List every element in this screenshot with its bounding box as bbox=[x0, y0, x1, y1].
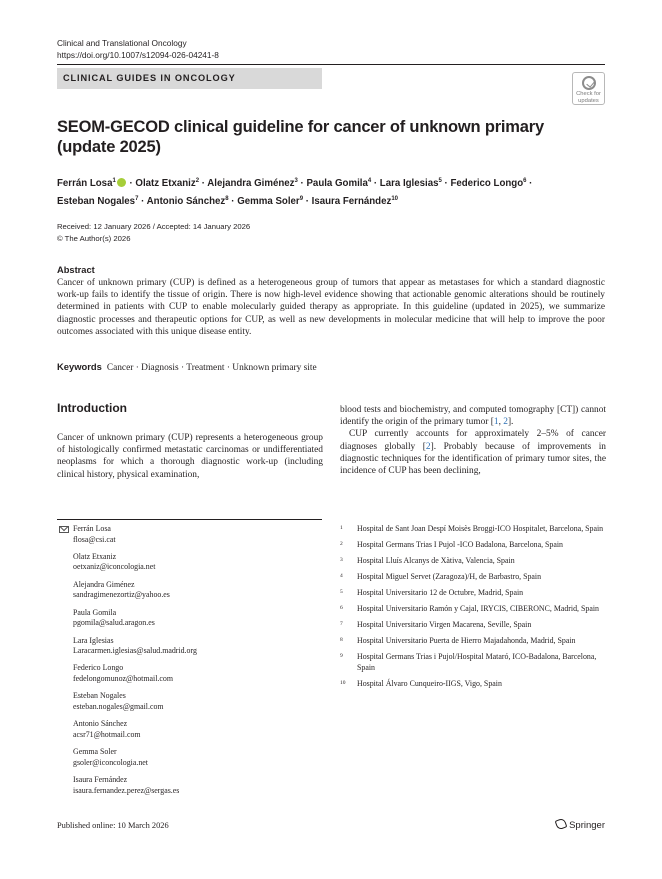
contact-entry bbox=[57, 524, 322, 545]
title-line-2: (update 2025) bbox=[57, 138, 161, 156]
springer-horse-icon bbox=[555, 818, 568, 831]
abstract-heading: Abstract bbox=[57, 265, 95, 275]
affiliation-item: 5 Hospital Universitario 12 de Octubre, Madrid, Spain bbox=[340, 588, 524, 597]
affiliation-item: 4 Hospital Miguel Servet (Zaragoza)/H, de Barbastro, Spain bbox=[340, 572, 542, 581]
check-for-updates-line2: updates bbox=[578, 97, 599, 104]
contact-email[interactable]: pgomila@salud.aragon.es bbox=[73, 618, 155, 628]
body-column-left bbox=[57, 432, 323, 481]
contact-entry bbox=[57, 775, 322, 796]
body-column-right bbox=[340, 404, 606, 477]
contact-email[interactable]: oetxaniz@iconcologia.net bbox=[73, 562, 156, 572]
journal-header bbox=[57, 37, 219, 61]
author[interactable]: Olatz Etxaniz$^2$ bbox=[135, 178, 200, 190]
abstract-text: Cancer of unknown primary (CUP) is defined as a heterogeneous group of tumors that appear as metastases for which a standard diagnostic work-up fails to identify the tissue of origin. There is now high-level evidence showing that actionable genomic alterations should be routinely determined in patients with CUP to enable molecularly guided therapy as appropriate. In this guideline (updated in 2025), we summarize diagnostic processes and therapeutic options for CUP, as well as new developments in molecular medicine that will help to improve the poor outcomes associated with this unique disease entity. bbox=[57, 278, 605, 337]
contact-entry bbox=[57, 663, 322, 684]
corresponding-contacts bbox=[57, 524, 322, 803]
contact-entry bbox=[57, 552, 322, 573]
author[interactable]: Alejandra Giménez$^3$ bbox=[207, 178, 298, 190]
check-for-updates-line1: Check for bbox=[576, 91, 601, 97]
author[interactable]: Antonio Sánchez$^8$ bbox=[146, 195, 229, 207]
contact-entry bbox=[57, 608, 322, 629]
citation-link[interactable]: 2 bbox=[503, 417, 508, 428]
author[interactable]: Gemma Soler$^9$ bbox=[237, 195, 304, 207]
affiliation-item: 7 Hospital Universitario Virgen Macarena, Seville, Spain bbox=[340, 620, 532, 629]
check-for-updates-icon bbox=[582, 76, 596, 90]
contact-email[interactable]: flosa@csi.cat bbox=[73, 534, 116, 544]
contact-email[interactable]: isaura.fernandez.perez@sergas.es bbox=[73, 785, 180, 795]
header-rule bbox=[57, 64, 605, 65]
article-title bbox=[57, 117, 577, 157]
envelope-icon bbox=[59, 526, 69, 533]
author[interactable]: Lara Iglesias$^5$ bbox=[379, 178, 442, 190]
publisher-logo[interactable] bbox=[556, 819, 605, 832]
affiliation-item: 3 Hospital Lluís Alcanys de Xàtiva, Valencia, Spain bbox=[340, 556, 515, 565]
contact-email[interactable]: fedelongomunoz@hotmail.com bbox=[73, 673, 173, 683]
publisher-name: Springer bbox=[569, 820, 605, 831]
received-accepted: Received: 12 January 2026 / Accepted: 14 January 2026 bbox=[57, 222, 251, 231]
affiliation-item: 1 Hospital de Sant Joan Despí Moisès Broggi-ICO Hospitalet, Barcelona, Spain bbox=[340, 524, 604, 533]
author-list: Ferrán Losa$^1$ · Olatz Etxaniz$^2$ · Alejandra Giménez$^3$ · Paula Gomila$^4$ · Lara Iglesias$^5$ · Federico Longo$^6$ · Esteban Nogales$^7$ · Antonio Sánchez$^8$ · Gemma Soler$^9$ · Isaura Fernández$^{10}$ bbox=[57, 178, 533, 207]
contact-email[interactable]: sandragimenezortiz@yahoo.es bbox=[73, 590, 170, 600]
contact-entry bbox=[57, 691, 322, 712]
contact-name: Ferrán Losa bbox=[73, 524, 111, 533]
footnote-rule bbox=[57, 519, 322, 520]
section-banner: CLINICAL GUIDES IN ONCOLOGY bbox=[57, 68, 322, 89]
contact-email[interactable]: gsoler@iconcologia.net bbox=[73, 757, 148, 767]
intro-paragraph-1-cont: blood tests and biochemistry, and computed tomography [CT]) cannot identify the origin of the primary tumor [1, 2]. bbox=[340, 405, 606, 428]
orcid-icon[interactable] bbox=[117, 178, 126, 187]
author[interactable]: Isaura Fernández$^{10}$ bbox=[311, 195, 399, 207]
author[interactable]: Paula Gomila$^4$ bbox=[306, 178, 372, 190]
intro-paragraph-2: CUP currently accounts for approximately 2–5% of cancer diagnoses globally [2]. Probably because of improvements in diagnostic techniques for the identification of primary tumor sites, the incidence of CUP has been declining, bbox=[340, 429, 606, 477]
contact-entry bbox=[57, 580, 322, 601]
contact-name: Paula Gomila bbox=[73, 607, 117, 617]
contact-email[interactable]: acsr71@hotmail.com bbox=[73, 729, 141, 739]
contact-name: Alejandra Giménez bbox=[73, 579, 135, 589]
published-date: Published online: 10 March 2026 bbox=[57, 821, 169, 830]
article-dates bbox=[57, 221, 250, 244]
copyright: © The Author(s) 2026 bbox=[57, 233, 131, 243]
doi-link[interactable]: https://doi.org/10.1007/s12094-026-04241-8 bbox=[57, 50, 219, 60]
contact-name: Olatz Etxaniz bbox=[73, 551, 117, 561]
contact-name: Antonio Sánchez bbox=[73, 719, 128, 729]
contact-email[interactable]: esteban.nogales@gmail.com bbox=[73, 701, 164, 711]
contact-name: Lara Iglesias bbox=[73, 635, 114, 645]
introduction-heading: Introduction bbox=[57, 401, 127, 415]
citation-link[interactable]: 2 bbox=[425, 441, 431, 452]
check-for-updates-badge[interactable] bbox=[572, 72, 605, 105]
intro-paragraph-1: Cancer of unknown primary (CUP) represents a heterogeneous group of histologically confirmed metastatic carcinomas or undifferentiated neoplasms for which a thorough diagnostic work-up (including clinical history, physical examination, bbox=[57, 433, 323, 480]
contact-email[interactable]: Laracarmen.iglesias@salud.madrid.org bbox=[73, 646, 197, 656]
contact-entry bbox=[57, 719, 322, 740]
affiliations bbox=[340, 524, 605, 695]
contact-entry bbox=[57, 747, 322, 768]
keywords-label: Keywords bbox=[57, 361, 102, 372]
contact-name: Esteban Nogales bbox=[73, 691, 126, 701]
affiliation-item: 8 Hospital Universitario Puerta de Hierro Majadahonda, Madrid, Spain bbox=[340, 636, 576, 645]
keywords-text: Cancer · Diagnosis · Treatment · Unknown primary site bbox=[106, 363, 317, 373]
contact-name: Federico Longo bbox=[73, 663, 124, 673]
author[interactable]: Ferrán Losa$^1$ bbox=[57, 178, 116, 190]
author[interactable]: Federico Longo$^6$ bbox=[450, 178, 527, 190]
citation-link[interactable]: 1 bbox=[493, 417, 499, 428]
title-line-1: SEOM-GECOD clinical guideline for cancer of unknown primary bbox=[57, 118, 544, 136]
contact-name: Gemma Soler bbox=[73, 747, 117, 757]
abstract-section bbox=[57, 264, 605, 338]
affiliation-item: 6 Hospital Universitario Ramón y Cajal, IRYCIS, CIBERONC, Madrid, Spain bbox=[340, 604, 599, 613]
contact-entry bbox=[57, 636, 322, 657]
affiliation-item: 9 Hospital Germans Trias i Pujol/Hospital Mataró, ICO-Badalona, Barcelona, Spain bbox=[340, 652, 597, 672]
author[interactable]: Esteban Nogales$^7$ bbox=[57, 195, 139, 207]
affiliation-item: 2 Hospital Germans Trias I Pujol -ICO Badalona, Barcelona, Spain bbox=[340, 540, 564, 549]
contact-name: Isaura Fernández bbox=[73, 775, 128, 785]
affiliation-item: 10 Hospital Álvaro Cunqueiro-IIGS, Vigo, Spain bbox=[340, 678, 502, 688]
journal-name: Clinical and Translational Oncology bbox=[57, 38, 187, 48]
keywords bbox=[57, 360, 605, 375]
